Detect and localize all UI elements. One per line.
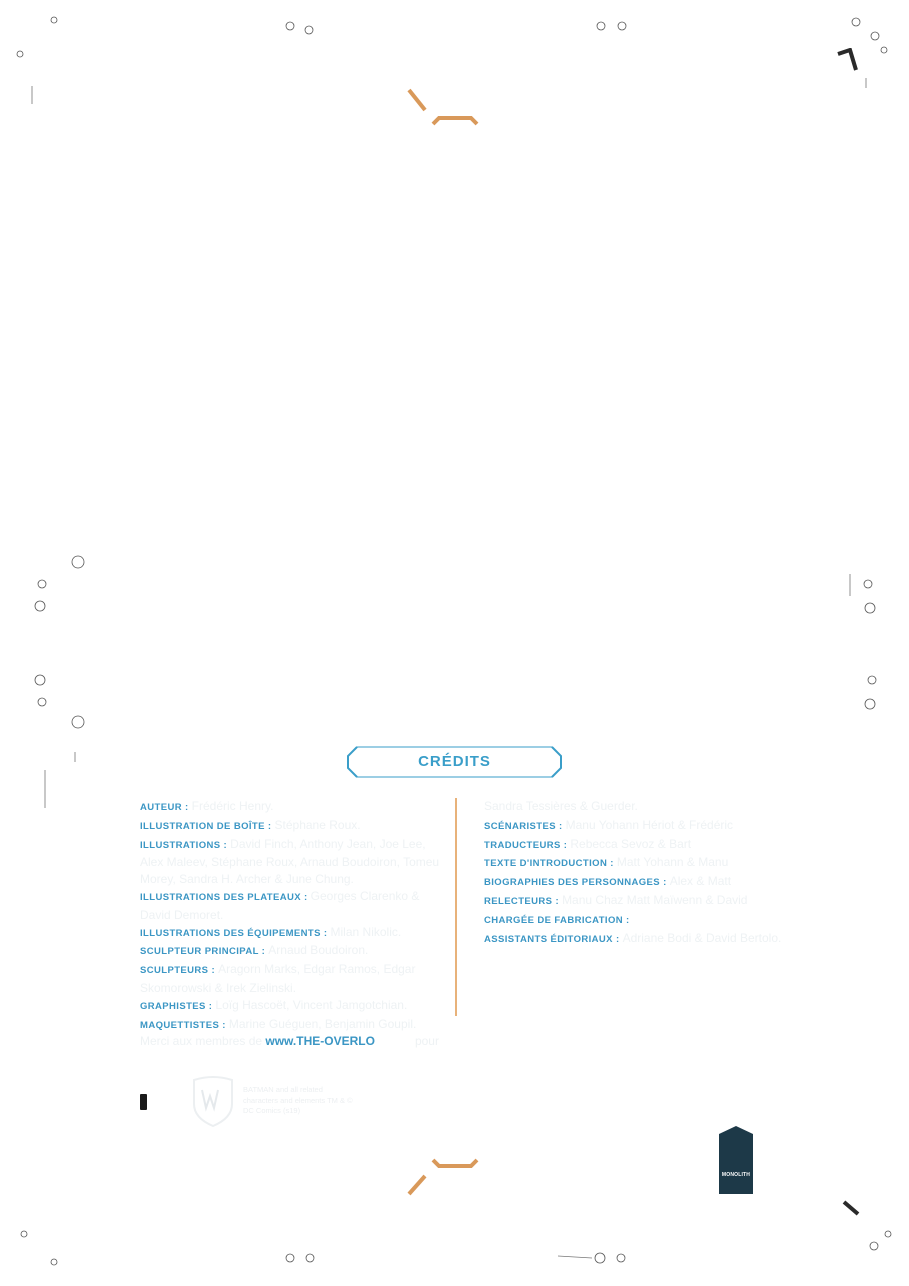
credit-name: Alex & Matt (669, 874, 732, 889)
credit-line: MAQUETTISTES : Marine Guéguen, Benjamin Goupil. (140, 1016, 417, 1031)
credits-header (347, 746, 562, 778)
credits-left-column (140, 798, 440, 1034)
thanks-prefix: Merci aux membres de (140, 1034, 266, 1048)
credit-line: ILLUSTRATIONS DES ÉQUIPEMENTS : Milan Nikolic. (140, 924, 402, 939)
page-marker (140, 1094, 147, 1110)
thanks-site-link[interactable]: www.THE-OVERLO (265, 1034, 375, 1048)
credit-role: ILLUSTRATIONS DES PLATEAUX (140, 891, 301, 903)
credits-title: CRÉDITS (418, 753, 491, 770)
credit-name: Loïg Hascoët, Vincent Jamgotchian. (215, 997, 408, 1012)
credit-line: ILLUSTRATIONS : David Finch, Anthony Jean, Joe Lee, Alex Maleev, Stéphane Roux, Arnaud Boudoiron, Tomeu Morey, Sandra H. Archer & June Chung. (140, 836, 440, 887)
credit-role: AUTEUR (140, 802, 182, 813)
credit-line: CHARGÉE DE FABRICATION : (484, 914, 630, 926)
credit-role: RELECTEURS (484, 895, 553, 907)
credit-role: MAQUETTISTES (140, 1019, 220, 1031)
column-divider (455, 798, 457, 1016)
thanks-line (140, 1034, 439, 1048)
credit-line: AUTEUR : Frédéric Henry. (140, 799, 274, 813)
credit-line: ASSISTANTS ÉDITORIAUX : Adriane Bodi & David Bertolo. (484, 930, 782, 945)
wb-shield-logo (190, 1074, 236, 1128)
credit-role: TRADUCTEURS (484, 839, 561, 851)
credit-role: ILLUSTRATION DE BOÎTE (140, 820, 265, 832)
credit-line: TRADUCTEURS : Rebecca Sevoz & Bart (484, 836, 692, 851)
credit-line: RELECTEURS : Manu Chaz Matt Maïwenn & David (484, 892, 748, 907)
credit-line: GRAPHISTES : Loïg Hascoët, Vincent Jamgotchian. (140, 997, 408, 1012)
credit-role: ASSISTANTS ÉDITORIAUX (484, 933, 613, 945)
credit-name: Rebecca Sevoz & Bart (570, 836, 692, 851)
credit-name: Marine Guéguen, Benjamin Goupil. (228, 1016, 417, 1031)
credit-name: Manu Yohann Hériot & Frédéric (565, 817, 734, 832)
credit-line: SCÉNARISTES : Manu Yohann Hériot & Frédéric (484, 817, 734, 832)
credit-role: GRAPHISTES (140, 1000, 206, 1012)
credit-role: ILLUSTRATIONS (140, 839, 221, 851)
credit-name: Sandra Tessières & Guerder. (484, 799, 638, 813)
credit-name: Manu Chaz Matt Maïwenn & David (562, 892, 748, 907)
credit-name: Matt Yohann & Manu (616, 855, 729, 870)
credit-line (484, 798, 784, 817)
credit-role: SCULPTEUR PRINCIPAL (140, 946, 259, 958)
credit-name: Arnaud Boudoiron. (268, 943, 369, 958)
credit-line: ILLUSTRATIONS DES PLATEAUX : Georges Clarenko & David Demoret. (140, 888, 420, 922)
credit-line: TEXTE D'INTRODUCTION : Matt Yohann & Manu (484, 855, 729, 870)
credit-name: Adriane Bodi & David Bertolo. (622, 930, 782, 945)
credits-right-column (484, 798, 784, 948)
credit-role: SCULPTEURS (140, 965, 209, 977)
monolith-logo (719, 1126, 753, 1194)
credit-line: ILLUSTRATION DE BOÎTE : Stéphane Roux. (140, 817, 361, 832)
credit-role: TEXTE D'INTRODUCTION (484, 858, 608, 870)
credit-name: Georges Clarenko & David Demoret. (140, 888, 420, 922)
credit-line: SCULPTEURS : Aragorn Marks, Edgar Ramos, Edgar Skomorowski & Irek Zielinski. (140, 962, 416, 995)
credit-name: David Finch, Anthony Jean, Joe Lee, Alex Maleev, Stéphane Roux, Arnaud Boudoiron, Tomeu Morey, Sandra H. Archer & June Chung. (140, 836, 440, 887)
credit-line: SCULPTEUR PRINCIPAL : Arnaud Boudoiron. (140, 943, 369, 958)
credit-role: BIOGRAPHIES DES PERSONNAGES (484, 877, 661, 889)
legal-notice: BATMAN and all related characters and elements TM & © DC Comics (s19) (243, 1085, 353, 1115)
thanks-suffix: pour (414, 1034, 439, 1048)
credit-line: BIOGRAPHIES DES PERSONNAGES : Alex & Matt (484, 874, 732, 889)
credit-role: ILLUSTRATIONS DES ÉQUIPEMENTS (140, 927, 321, 939)
credit-role: SCÉNARISTES (484, 820, 556, 832)
credit-name: Stéphane Roux. (274, 817, 361, 832)
credit-name: Milan Nikolic. (330, 924, 402, 939)
monolith-logo-text: MONOLITH (721, 1172, 751, 1178)
credit-name: Frédéric Henry. (191, 799, 274, 813)
credit-name: Aragorn Marks, Edgar Ramos, Edgar Skomorowski & Irek Zielinski. (140, 962, 416, 995)
credit-role: CHARGÉE DE FABRICATION (484, 914, 623, 926)
